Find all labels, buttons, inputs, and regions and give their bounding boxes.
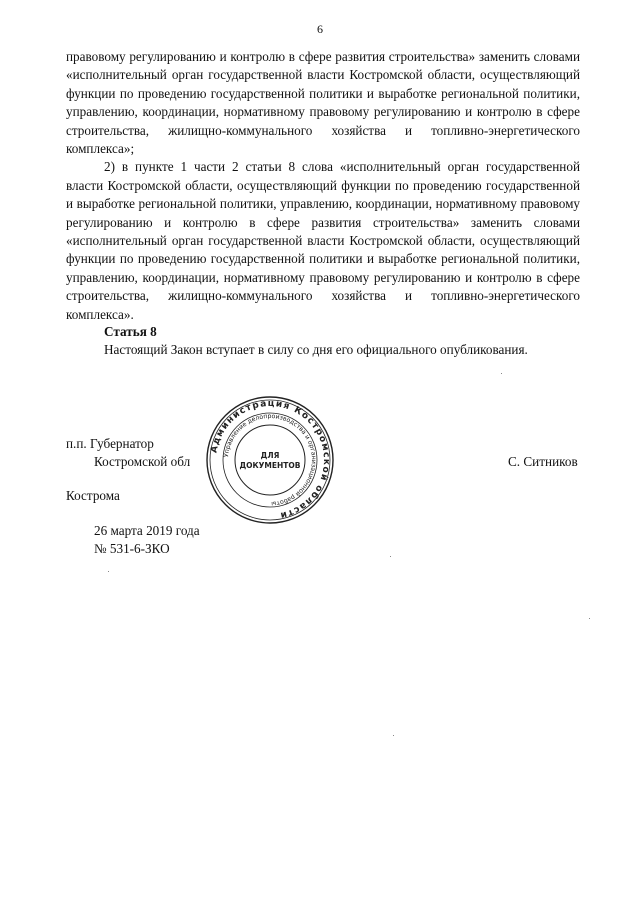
scan-speck [108,571,109,572]
line: жилищно-коммунального хозяйства и топливно-энергетического комплекса». [66,288,580,322]
stamp-center-line2: ДОКУМЕНТОВ [239,461,301,470]
line: нормативному правовому регулированию и контролю в сфере развития [66,196,581,230]
scan-speck [393,735,394,736]
official-stamp [204,394,336,526]
law-number: № 531-6-ЗКО [94,541,170,556]
line: хозяйства и топливно-энергетического комплекса»; [66,122,580,157]
scan-speck [501,373,502,374]
page-number: 6 [317,22,323,36]
signatory-region: Костромской обл [94,454,191,469]
line: правовому регулированию и контролю в сфере развития строительства» заменить [66,49,530,64]
stamp-inner-text: Управление делопроизводства и организационной работы [223,412,318,508]
article-title: Статья 8 [104,324,157,339]
line: нормативному правовому регулированию и контролю в сфере строительства, [66,269,581,304]
line: словами «исполнительный орган государственной власти Костромской области, [66,49,581,83]
article-text: Настоящий Закон вступает в силу со дня его официального опубликования. [104,342,528,357]
line: 2) в пункте 1 части 2 статьи 8 слова «исполнительный орган государственной [104,159,580,175]
stamp-center-line1: ДЛЯ [260,451,280,460]
line: власти Костромской области, осуществляющий функции по проведению [66,177,482,193]
signatory-name: С. Ситников [508,454,578,469]
line: политики и выработке региональной политики, управлению, координации, [66,251,580,285]
stamp-outer-text: Администрация Костромской области [209,398,332,521]
scan-speck [390,556,391,557]
date: 26 марта 2019 года [94,523,200,538]
line: государственной и выработке региональной политики, управлению, координации, [66,177,581,212]
stamp-inner-ring [235,425,305,495]
line: осуществляющий функции по проведению государственной политики и выработке [66,67,581,101]
paragraph-2 [66,158,580,324]
body-text [66,48,580,324]
line: Костромской области, осуществляющий функции по проведению государственной [66,233,581,267]
signatory-role: п.п. Губернатор [66,436,154,451]
city: Кострома [66,488,120,503]
line: региональной политики, управлению, координации, нормативному правовому [66,85,580,120]
line: строительства» заменить словами «исполнительный орган государственной власти [66,214,581,249]
paragraph-1 [66,48,580,158]
scan-speck [589,618,590,619]
line: регулированию и контролю в сфере строительства, жилищно-коммунального [66,104,580,138]
